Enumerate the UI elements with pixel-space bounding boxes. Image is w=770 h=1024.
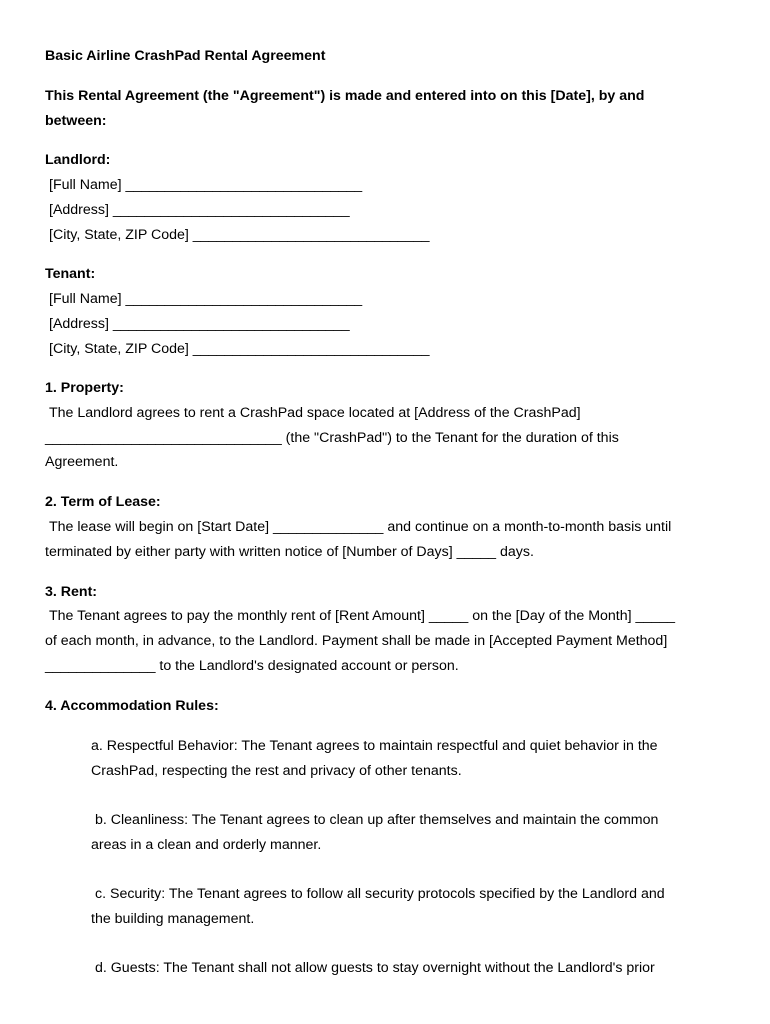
rule-d-line-1: d. Guests: The Tenant shall not allow guests to stay overnight without the Landlord's prior	[95, 960, 655, 976]
property-heading: 1. Property:	[45, 380, 124, 396]
rule-a-line-1: a. Respectful Behavior: The Tenant agrees to maintain respectful and quiet behavior in the	[91, 738, 658, 754]
property-line-3: Agreement.	[45, 454, 119, 470]
tenant-city-field: [City, State, ZIP Code] ______________________________	[49, 341, 430, 357]
rent-heading: 3. Rent:	[45, 584, 98, 600]
intro-line-2: between:	[45, 113, 107, 129]
tenant-heading: Tenant:	[45, 266, 96, 282]
property-line-1: The Landlord agrees to rent a CrashPad space located at [Address of the CrashPad]	[49, 405, 581, 421]
landlord-city-field: [City, State, ZIP Code] ______________________________	[49, 227, 430, 243]
document-title: Basic Airline CrashPad Rental Agreement	[45, 48, 326, 64]
intro-line-1: This Rental Agreement (the "Agreement") is made and entered into on this [Date], by and	[45, 88, 645, 104]
landlord-address-field: [Address] ______________________________	[49, 202, 350, 218]
rule-b-line-1: b. Cleanliness: The Tenant agrees to clean up after themselves and maintain the common	[95, 812, 659, 828]
term-line-2: terminated by either party with written notice of [Number of Days] _____ days.	[45, 544, 534, 560]
rule-c-line-1: c. Security: The Tenant agrees to follow all security protocols specified by the Landlord and	[95, 886, 665, 902]
rules-heading: 4. Accommodation Rules:	[45, 698, 219, 714]
term-heading: 2. Term of Lease:	[45, 494, 161, 510]
rent-line-1: The Tenant agrees to pay the monthly rent of [Rent Amount] _____ on the [Day of the Month] _____	[49, 608, 675, 624]
rule-a-line-2: CrashPad, respecting the rest and privacy of other tenants.	[91, 763, 462, 779]
rule-b-line-2: areas in a clean and orderly manner.	[91, 837, 322, 853]
rent-line-3: ______________ to the Landlord's designated account or person.	[45, 658, 459, 674]
landlord-name-field: [Full Name] ______________________________	[49, 177, 363, 193]
term-line-1: The lease will begin on [Start Date] ______________ and continue on a month-to-month basis until	[49, 519, 672, 535]
landlord-heading: Landlord:	[45, 152, 111, 168]
rule-c-line-2: the building management.	[91, 911, 255, 927]
rent-line-2: of each month, in advance, to the Landlord. Payment shall be made in [Accepted Payment Method]	[45, 633, 668, 649]
tenant-address-field: [Address] ______________________________	[49, 316, 350, 332]
tenant-name-field: [Full Name] ______________________________	[49, 291, 363, 307]
property-line-2: ______________________________ (the "CrashPad") to the Tenant for the duration of this	[45, 430, 619, 446]
